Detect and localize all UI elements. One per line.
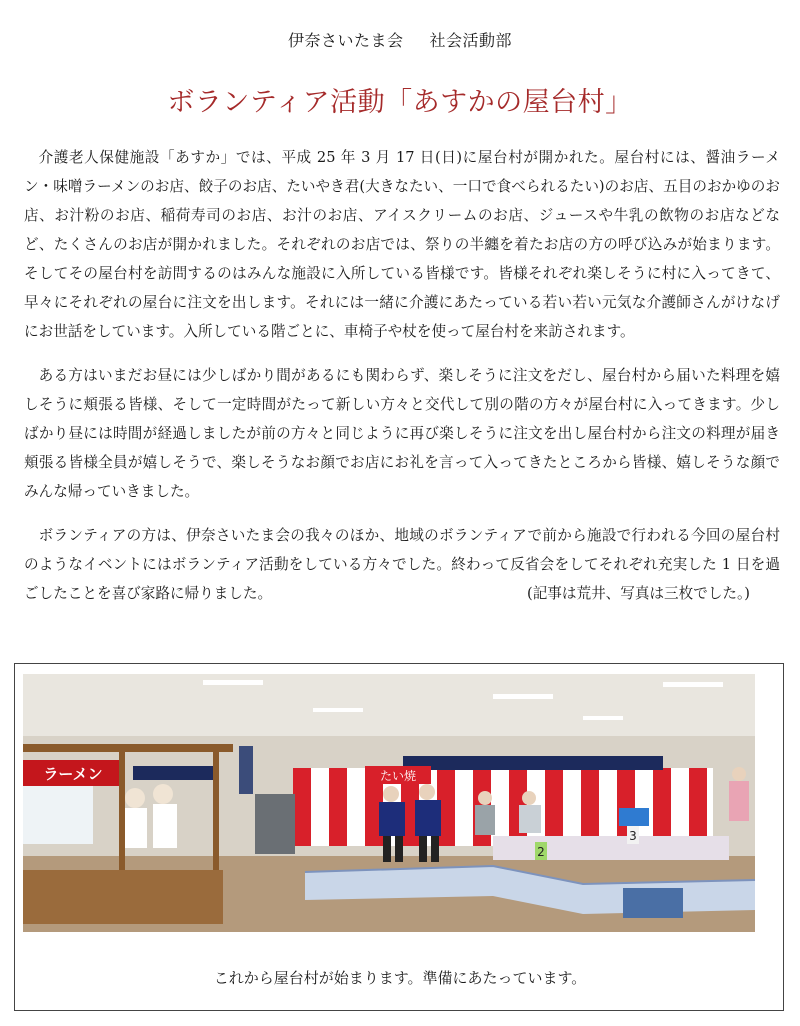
- yatai-village-photo: [23, 674, 755, 932]
- article-body: [24, 143, 780, 608]
- photo-frame: [14, 663, 784, 1011]
- ramen-sign-label: ラーメン: [43, 765, 103, 783]
- paragraph-2: ある方はいまだお昼には少しばかり間があるにも関わらず、楽しそうに注文をだし、屋台村から届いた料理を嬉しそうに頬張る皆様、そして一定時間がたって新しい方々と交代して別の階の方々が屋台村に入ってきます。少しばかり昼には時間が経過しましたが前の方々と同じように再び楽しそうに注文を出し屋台村から注文の料理が届き頬張る皆様全員が嬉しそうで、楽しそうなお顔でお店にお礼を言って入ってきたところから皆様、嬉しそうな顔でみんな帰っていきました。: [24, 367, 780, 500]
- ceiling-light: [583, 716, 623, 720]
- table-number-label: 3: [629, 829, 637, 843]
- photo-caption: これから屋台村が始まります。準備にあたっています。: [213, 969, 587, 987]
- organization-name: 伊奈さいたま会: [287, 31, 404, 50]
- article-credit: (記事は荒井、写真は三枚でした。): [527, 585, 750, 602]
- photo-illustration: [23, 674, 755, 932]
- ceiling-light: [313, 708, 363, 712]
- ceiling: [23, 674, 755, 736]
- red-white-curtain: [293, 756, 713, 846]
- department-name: 社会活動部: [429, 31, 513, 50]
- ceiling-light: [203, 680, 263, 685]
- taiyaki-sign-label: たい焼: [379, 769, 417, 783]
- table-number-label: 2: [537, 845, 545, 859]
- equipment-cart: [255, 794, 295, 854]
- paragraph-1: 介護老人保健施設「あすか」では、平成 25 年 3 月 17 日(日)に屋台村が開かれた。屋台村には、醤油ラーメン・味噌ラーメンのお店、餃子のお店、たいやき君(大きなたい、一口で食べられるたい)のお店、五目のおかゆのお店、お汁粉のお店、稲荷寿司のお店、お汁のお店、アイスクリームのお店、ジュースや牛乳の飲物のお店などなど、たくさんのお店が開かれました。それぞれのお店では、祭りの半纏を着たお店の方の呼び込みが始まります。そしてその屋台村を訪問するのはみんな施設に入所している皆様です。皆様それぞれ楽しそうに村に入ってきて、早々にそれぞれの屋台に注文を出します。それには一緒に介護にあたっている若い若い元気な介護師さんがけなげにお世話をしています。入所している階ごとに、車椅子や杖を使って屋台村を来訪されます。: [24, 149, 780, 340]
- paragraph-3-text: ボランティアの方は、伊奈さいたま会の我々のほか、地域のボランティアで前から施設で行われる今回の屋台村のようなイベントにはボランティア活動をしている方々でした。終わって反省会をしてそれぞれ充実した 1 日を過ごしたことを喜び家路に帰りました。: [24, 527, 780, 602]
- page-title: ボランティア活動「あすかの屋台村」: [167, 87, 633, 118]
- ceiling-light: [663, 682, 723, 687]
- ceiling-light: [493, 694, 553, 699]
- hanging-poster: [239, 746, 253, 794]
- organization-header: [0, 28, 800, 51]
- cooler-box: [619, 808, 649, 826]
- paragraph-3: [24, 521, 780, 608]
